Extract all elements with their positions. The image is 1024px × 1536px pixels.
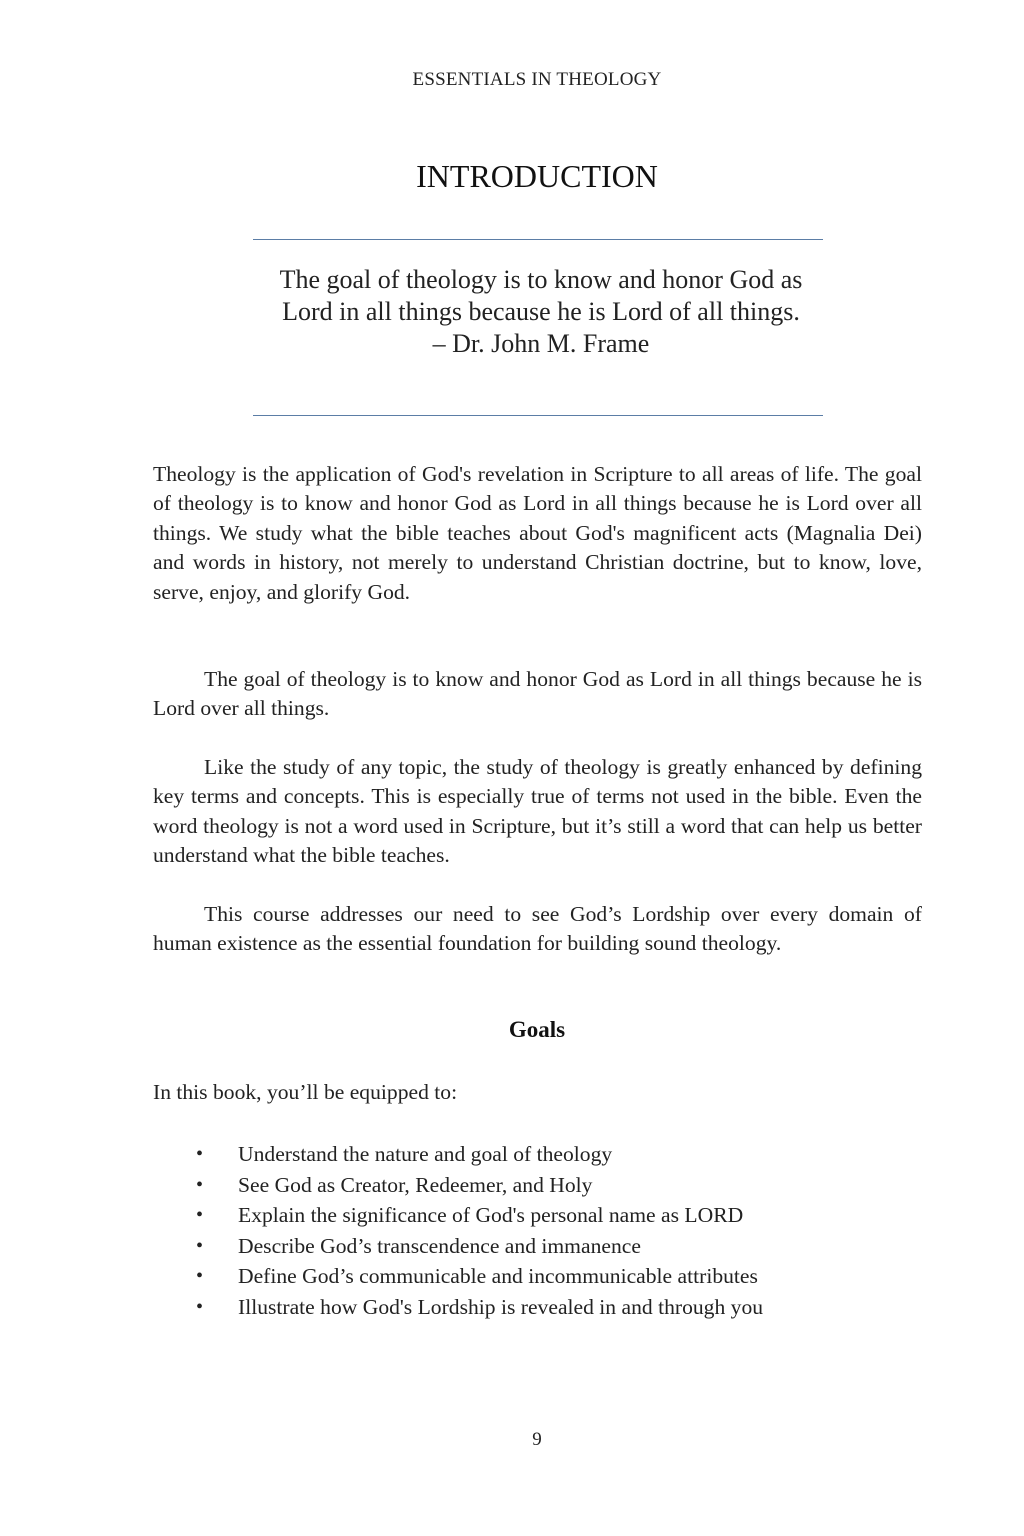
goal-text: Understand the nature and goal of theology xyxy=(238,1142,613,1166)
page-number: 9 xyxy=(532,1429,542,1450)
goal-text: Explain the significance of God's personal name as LORD xyxy=(238,1203,744,1228)
body-paragraph: This course addresses our need to see God’s Lordship over every domain of human existence as the essential foundation for building sound theology. xyxy=(153,902,922,956)
list-item xyxy=(192,1261,763,1292)
bullet-icon: • xyxy=(196,1265,204,1288)
body-paragraph: The goal of theology is to know and honor God as Lord in all things because he is Lord over all things. xyxy=(153,667,922,721)
bullet-icon: • xyxy=(196,1234,204,1257)
bullet-icon: • xyxy=(196,1173,204,1196)
list-item xyxy=(192,1292,763,1323)
body-paragraph: Like the study of any topic, the study of theology is greatly enhanced by defining key terms and concepts. This is especially true of terms not used in the bible. Even the word theology is not a word used in Scripture, but it’s still a word that can help us better understand what the bible teaches. xyxy=(153,755,922,868)
body-paragraph: Theology is the application of God's revelation in Scripture to all areas of life. The goal of theology is to know and honor God as Lord in all things because he is Lord over all things. We study what the bible teaches about God's magnificent acts (Magnalia Dei) and words in history, not merely to understand Christian doctrine, but to know, love, serve, enjoy, and glorify God. xyxy=(153,462,922,604)
epigraph-top-rule xyxy=(253,239,823,240)
goal-text: See God as Creator, Redeemer, and Holy xyxy=(238,1172,593,1197)
bullet-icon: • xyxy=(196,1204,204,1227)
list-item xyxy=(192,1200,763,1231)
epigraph-quote: The goal of theology is to know and honor God as Lord in all things because he is Lord of all things. xyxy=(279,265,803,326)
goals-heading: Goals xyxy=(508,1017,566,1042)
list-item xyxy=(192,1139,763,1170)
epigraph-attribution: – Dr. John M. Frame xyxy=(432,329,650,358)
bullet-icon: • xyxy=(196,1143,204,1165)
goal-text: Describe God’s transcendence and immanence xyxy=(238,1233,641,1258)
epigraph xyxy=(268,264,814,360)
running-head: ESSENTIALS IN THEOLOGY xyxy=(412,69,662,90)
goal-text: Illustrate how God's Lordship is revealed in and through you xyxy=(238,1294,764,1319)
goals-list xyxy=(192,1139,763,1323)
list-item xyxy=(192,1231,763,1262)
list-item xyxy=(192,1170,763,1201)
bullet-icon: • xyxy=(196,1295,204,1318)
chapter-title: INTRODUCTION xyxy=(416,158,658,194)
goals-lead: In this book, you’ll be equipped to: xyxy=(153,1080,458,1104)
goal-text: Define God’s communicable and incommunicable attributes xyxy=(238,1264,758,1289)
epigraph-bottom-rule xyxy=(253,415,823,416)
